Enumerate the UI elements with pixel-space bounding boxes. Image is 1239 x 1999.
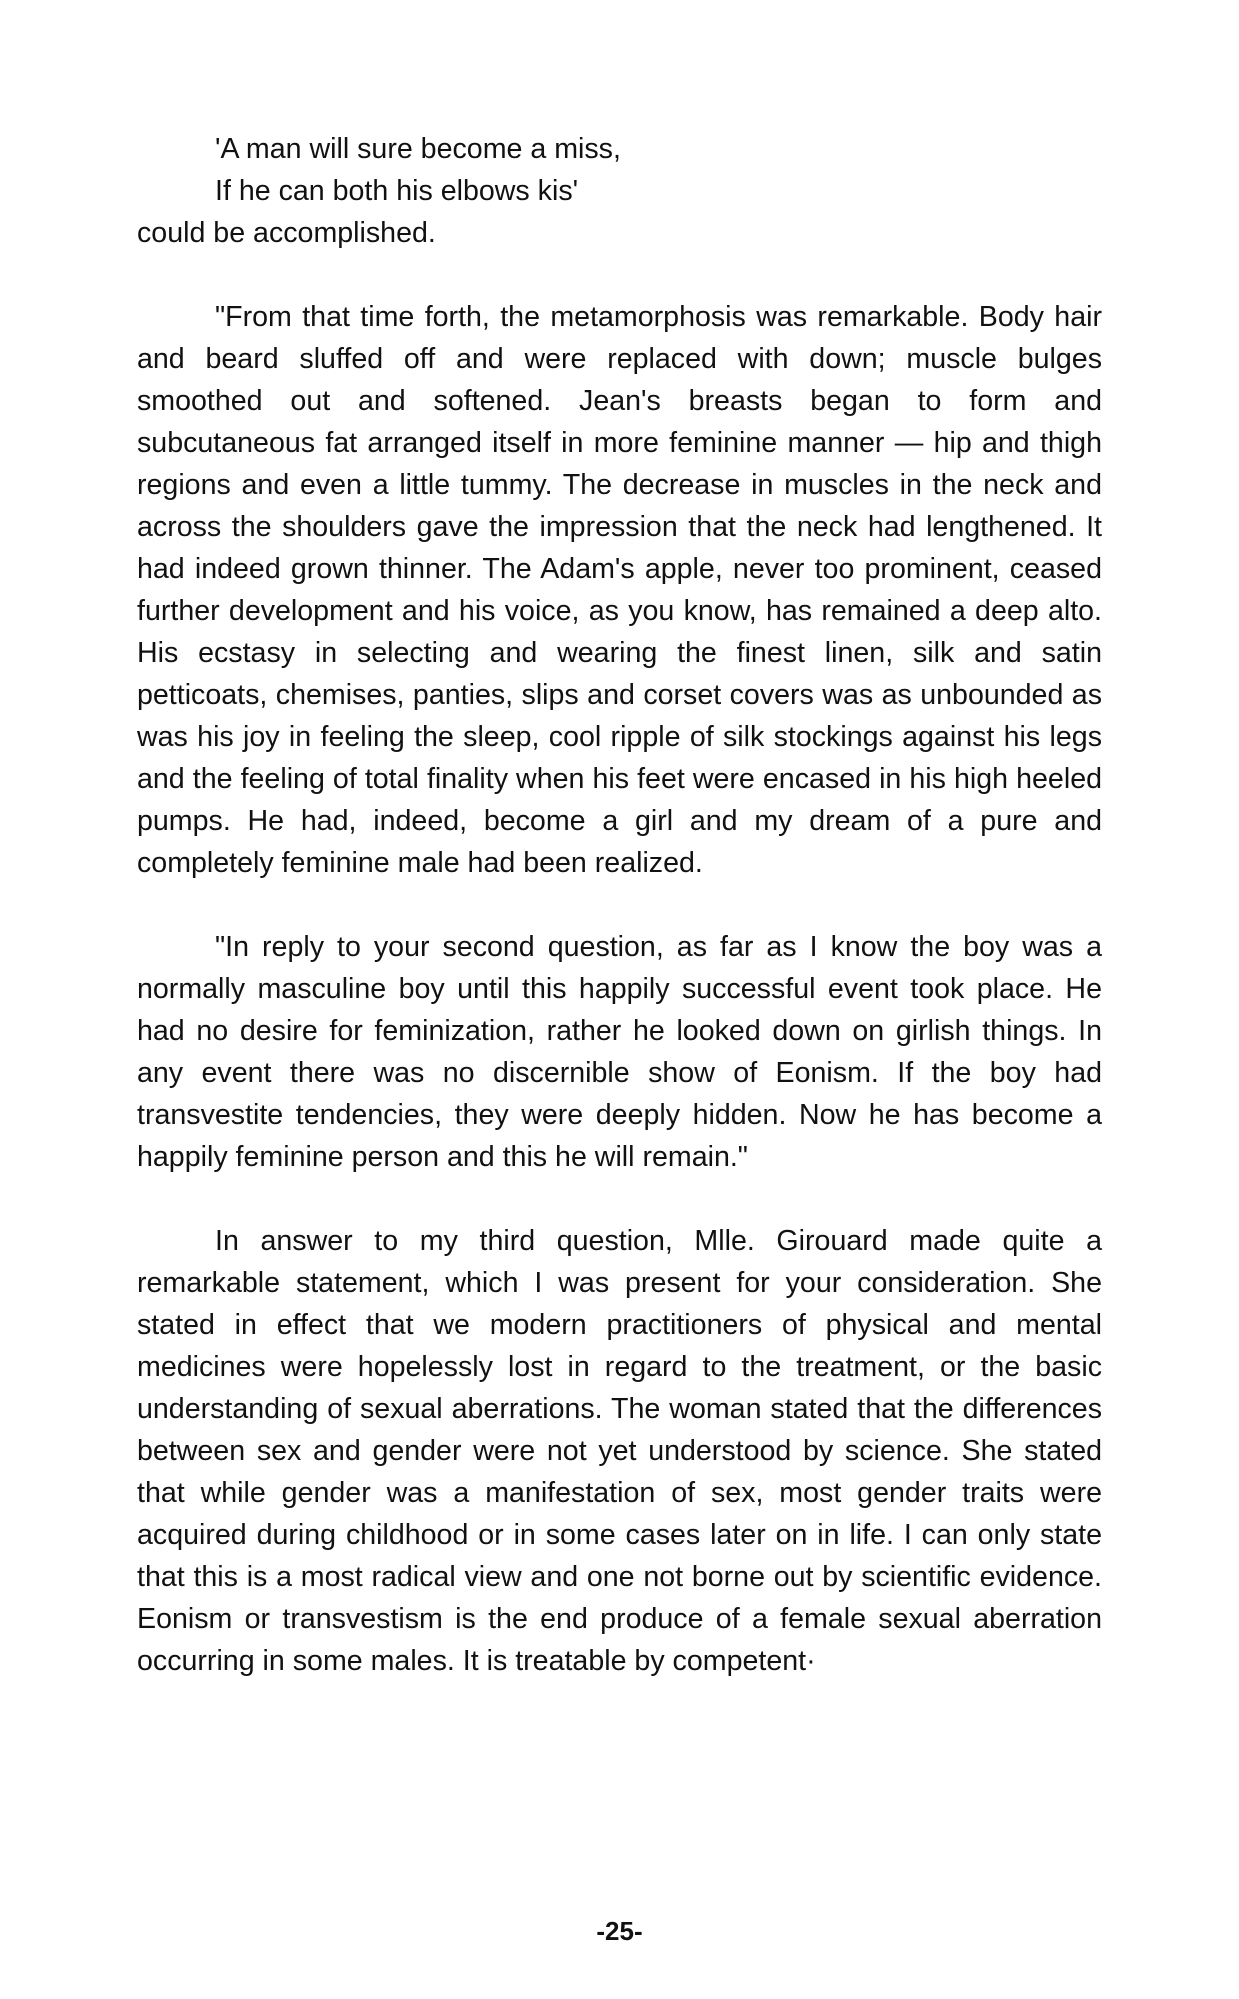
paragraph-second-question: "In reply to your second question, as far as I know the boy was a normally masculine boy until this happily successful event took place. He had no desire for feminization, rather he looked down on girlish things. In any event there was no discernible show of Eonism. If the boy had transvestite tendencies, they were deeply hidden. Now he has become a happily feminine person and this he will remain." [137,931,1102,1173]
verse-continuation: could be accomplished. [137,217,436,249]
verse-line-1: 'A man will sure become a miss, [215,133,621,165]
page-number: -25- [596,1916,643,1946]
paragraph-gap [137,1178,1102,1220]
paragraph-third-question: In answer to my third question, Mlle. Girouard made quite a remarkable statement, which I was present for your consideration. She stated in effect that we modern practitioners of physical and mental medicines were hopelessly lost in regard to the treatment, or the basic understanding of sexual aberrations. The woman stated that the differences between sex and gender were not yet understood by science. She stated that while gender was a manifestation of sex, most gender traits were acquired during childhood or in some cases later on in life. I can only state that this is a most radical view and one not borne out by scientific evidence. Eonism or transvestism is the end produce of a female sexual aberration occurring in some males. It is treatable by competent· [137,1225,1102,1677]
paragraph-metamorphosis: "From that time forth, the metamorphosis was remarkable. Body hair and beard sluffed off and were replaced with down; muscle bulges smoothed out and softened. Jean's breasts began to form and subcutaneous fat arranged itself in more feminine manner — hip and thigh regions and even a little tummy. The decrease in muscles in the neck and across the shoulders gave the impression that the neck had lengthened. It had indeed grown thinner. The Adam's apple, never too prominent, ceased further development and his voice, as you know, has remained a deep alto. His ecstasy in selecting and wearing the finest linen, silk and satin petticoats, chemises, panties, slips and corset covers was as unbounded as was his joy in feeling the sleep, cool ripple of silk stockings against his legs and the feeling of total finality when his feet were encased in his high heeled pumps. He had, indeed, become a girl and my dream of a pure and completely feminine male had been realized. [137,301,1102,879]
verse-line-2: If he can both his elbows kis' [215,175,579,207]
paragraph-gap [137,254,1102,296]
paragraph-gap [137,884,1102,926]
document-page [137,128,1102,1682]
